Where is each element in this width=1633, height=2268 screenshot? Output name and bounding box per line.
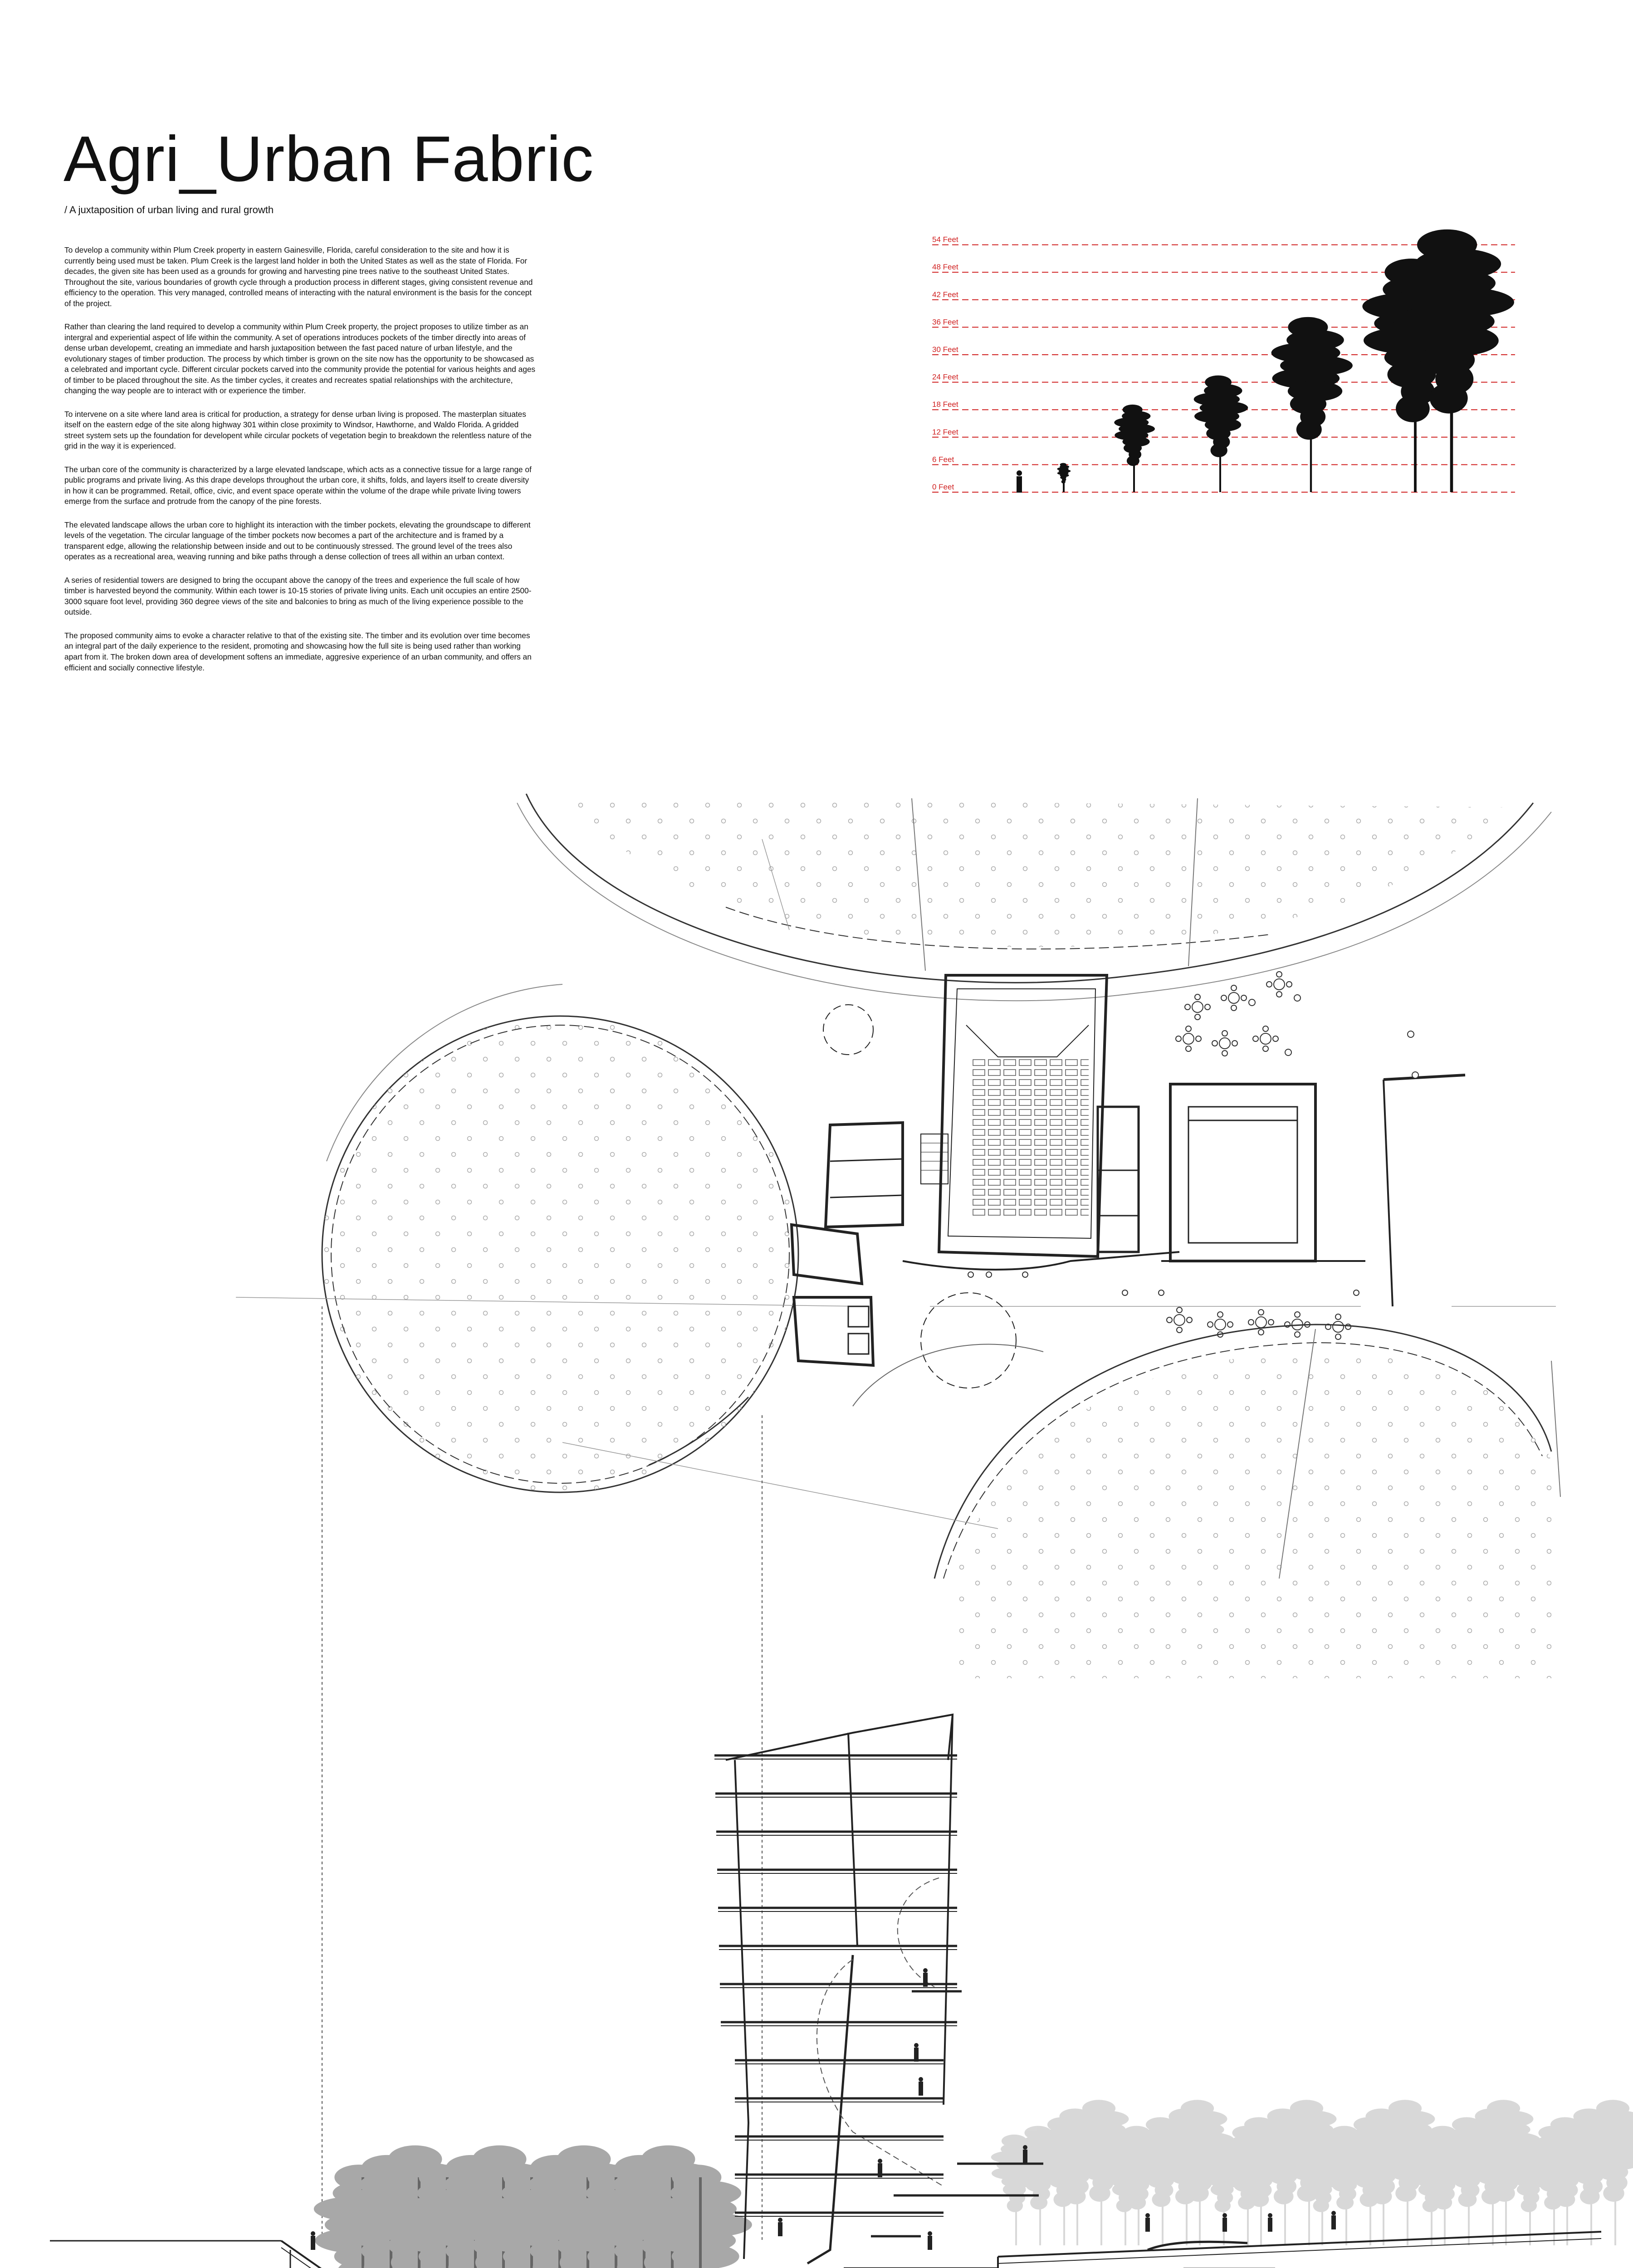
tree-growth-diagram — [932, 230, 1515, 493]
left-service-blocks — [792, 1123, 948, 1365]
height-label: 0 Feet — [932, 483, 954, 491]
cafe-table — [1176, 1026, 1201, 1051]
timber-pocket-left — [322, 984, 798, 1492]
human-scale-figure — [1017, 470, 1022, 493]
cafe-table — [1248, 1310, 1274, 1335]
height-labels — [932, 235, 958, 491]
person — [1222, 2213, 1227, 2232]
cafe-table — [1212, 1031, 1237, 1056]
growth-trees — [1057, 230, 1514, 492]
paragraph-masterplan: To intervene on a site where land area is critical for production, a strategy for dense urban living is proposed. The masterplan situates itself on the eastern edge of the site along highway 301 within close proximity to Windsor, Hawthorne, and Waldo Florida. A gridded street system sets up the foundation for developent while circular pockets of vegetation begin to breakdown the relentless nature of the grid in the way it is experienced. — [64, 409, 532, 451]
person — [878, 2159, 882, 2177]
height-label: 12 Feet — [932, 427, 958, 436]
height-label: 18 Feet — [932, 400, 958, 409]
person — [923, 1968, 928, 1987]
cafe-table — [1185, 994, 1210, 1020]
paragraph-site-context: To develop a community within Plum Creek property in eastern Gainesville, Florida, careful consideration to the site and how it is currently being used must be taken. Plum Creek is the largest land holder in both the United States as well as the state of Florida. For decades, the given site has been used as a grounds for growing and harvesting pine trees native to the southeast United States. Throughout the site, various boundaries of growth cycle through a production process in different stages, giving consistent revenue and efficiency to the operation. This very managed, controlled means of interacting with the natural environment is the basis for the concept of the project. — [64, 245, 533, 308]
height-label: 48 Feet — [932, 263, 958, 272]
height-label: 54 Feet — [932, 235, 958, 244]
urban-core-building — [792, 975, 1465, 1406]
timber-pocket-top — [517, 794, 1551, 1001]
page-title: Agri_Urban Fabric — [64, 123, 594, 195]
cafe-tables — [1167, 972, 1351, 1339]
growth-tree — [1194, 376, 1248, 492]
page-subtitle: / A juxtaposition of urban living and rural growth — [64, 204, 274, 215]
person — [1331, 2211, 1336, 2229]
cafe-table — [1325, 1314, 1351, 1339]
cafe-table — [1208, 1312, 1233, 1337]
height-label: 42 Feet — [932, 290, 958, 299]
auditorium — [939, 975, 1107, 1256]
person — [928, 2231, 932, 2250]
height-label: 36 Feet — [932, 318, 958, 327]
person — [1145, 2213, 1150, 2232]
person — [778, 2218, 782, 2236]
residential-tower — [714, 1715, 1043, 2263]
person — [1268, 2213, 1272, 2232]
person — [311, 2231, 315, 2250]
height-label: 24 Feet — [932, 372, 958, 381]
paragraph-conclusion: The proposed community aims to evoke a character relative to that of the existing site. The timber and its evolution over time becomes an integral part of the daily experience to the resident, promoting and showcasing how the full site is being used rather than working apart from it. The broken down area of development softens an immediate, aggresive experience of an urban community, and offers an efficient and socially connective lifestyle. — [64, 631, 532, 672]
cafe-table — [1266, 972, 1292, 997]
growth-tree — [1114, 405, 1155, 492]
paragraph-residential-towers: A series of residential towers are designed to bring the occupant above the canopy of the trees and experience the full scale of how timber is harvested beyond the community. Within each tower is 10-15 stories of private living units. Each unit occupies an entire 2500-3000 square foot level, providing 360 degree views of the site and balconies to bring as much of the living experience possible to the outside. — [64, 575, 532, 617]
person — [914, 2043, 919, 2062]
paragraph-urban-core: The urban core of the community is characterized by a large elevated landscape, which acts as a connective tissue for a large range of public programs and private living. As this drape develops throughout the urban core, it shifts, folds, and layers itself to create diversity in how it can be programmed. Retail, office, civic, and event space operate within the volume of the drape while private living towers emerge from the surface and protrude from the canopy of the pine forests. — [64, 464, 532, 506]
paragraph-elevated-landscape: The elevated landscape allows the urban core to highlight its interaction with the timber pockets, elevating the groundscape to different levels of the vegetation. The circular language of the timber pockets now becomes a part of the architecture and is framed by a transparent edge, allowing the relationship between inside and out to be continuously stressed. The ground level of the trees also operates as a recreational area, weaving running and bike paths through a dense collection of trees all within an urban context. — [64, 520, 531, 562]
cafe-table — [1253, 1026, 1278, 1051]
background-canopy-trees — [991, 2100, 1633, 2245]
timber-pocket-bottom-right — [934, 1325, 1560, 1678]
cafe-table — [1167, 1307, 1192, 1333]
growth-tree — [1057, 463, 1071, 492]
paragraph-timber-concept: Rather than clearing the land required to develop a community within Plum Creek property, the project proposes to utilize timber as an intergral and experiential aspect of life within the community. A set of operations introduces pockets of the timber directly into areas of dense urban developemt, creating an immediate and harsh juxtaposition between the fast paced nature of urban lifestyle, and the evolutionary stages of timber production. The process by which timber is grown on the site now has the opportunity to be showcased as a celebrated and important cycle. Different circular pockets carved into the community provide the potential for various heights and ages of timber to be placed throughout the site. As the timber cycles, it creates and recreates spatial relationships with the architecture, changing the way people are to interact with or experience the timber. — [64, 322, 536, 396]
right-office-block — [1098, 1075, 1465, 1306]
timber-pocket-grove — [314, 2146, 752, 2268]
cafe-table — [1221, 985, 1247, 1011]
growth-tree — [1271, 317, 1353, 492]
person — [919, 2077, 923, 2096]
height-label: 30 Feet — [932, 345, 958, 354]
site-plan — [236, 794, 1560, 1678]
person — [1023, 2145, 1027, 2164]
building-section — [50, 1715, 1633, 2268]
height-label: 6 Feet — [932, 455, 954, 464]
elevated-landscape-podium — [50, 2232, 1601, 2268]
